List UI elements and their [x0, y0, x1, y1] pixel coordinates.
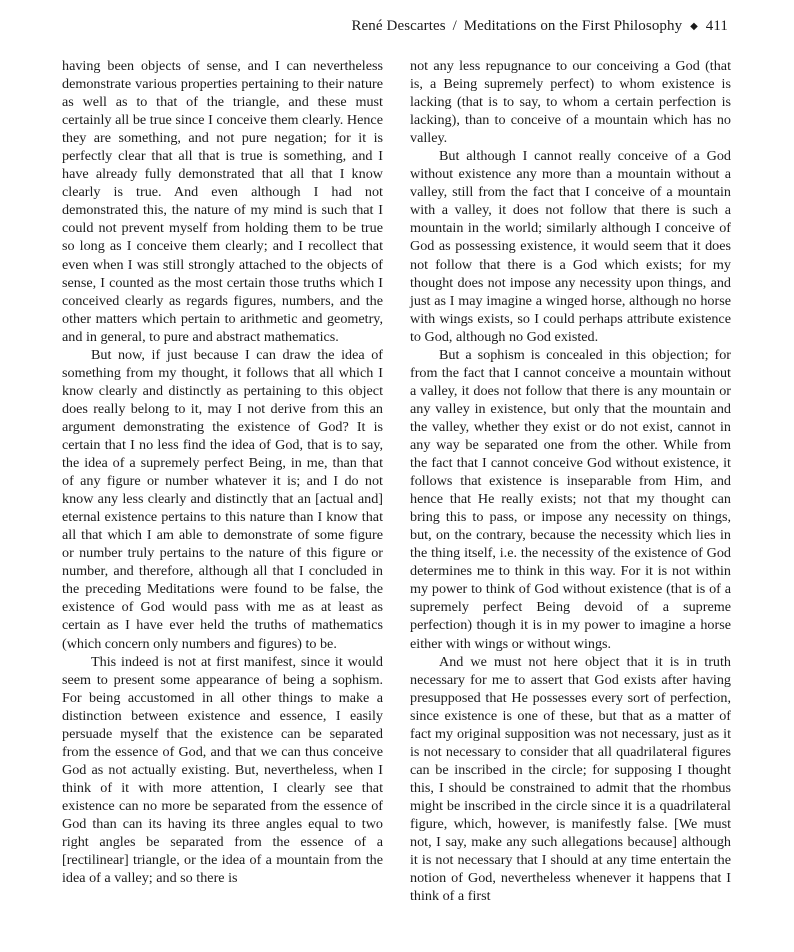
- page-number: 411: [705, 18, 728, 34]
- paragraph: And we must not here object that it is in truth necessary for me to assert that God exists after having presupposed that He possesses every sort of perfection, since existence is one of these, but that as a matter of fact my original supposition was not necessary, just as it is not necessary to consider that all quadrilateral figures can be inscribed in the circle; for supposing I thought this, I should be constrained to admit that the rhombus might be inscribed in the circle since it is a quadrilateral figure, which, however, is manifestly false. [We must not, I say, make any such allegations because] although it is not necessary that I should at any time entertain the notion of God, nevertheless whenever it happens that I think of a first: [410, 653, 731, 905]
- paragraph: But now, if just because I can draw the idea of something from my thought, it follows that all which I know clearly and distinctly as pertaining to this object does really belong to it, may I not derive from this an argument demonstrating the existence of God? It is certain that I no less find the idea of God, that is to say, the idea of a supremely perfect Being, in me, than that of any figure or number whatever it is; and I do not know any less clearly and distinctly that an [actual and] eternal existence pertains to this nature than I know that all that which I am able to demonstrate of some figure or number truly pertains to the nature of this figure or number, and therefore, although all that I concluded in the preceding Meditations were found to be false, the existence of God would pass with me as at least as certain as I have ever held the truths of mathematics (which concern only numbers and figures) to be.: [62, 346, 383, 652]
- header-author: René Descartes: [351, 18, 446, 34]
- diamond-ornament-icon: ◆: [690, 21, 698, 32]
- left-text-column: [62, 57, 383, 887]
- paragraph: But although I cannot really conceive of a God without existence any more than a mountain without a valley, still from the fact that I conceive of a mountain with a valley, it does not follow that there is such a mountain in the world; similarly although I conceive of God as possessing existence, it would seem that it does not follow that there is a God which exists; for my thought does not impose any necessity upon things, and just as I may imagine a winged horse, although no horse with wings exists, so I could perhaps attribute existence to God, although no God existed.: [410, 148, 731, 345]
- paragraph: having been objects of sense, and I can nevertheless demonstrate various properties pertaining to their nature as well as to that of the triangle, and these must certainly all be true since I conceive them clearly. Hence they are something, and not pure negation; for it is perfectly clear that all that is true is something, and I have already fully demonstrated that all that I know clearly is true. And even although I had not demonstrated this, the nature of my mind is such that I could not prevent myself from holding them to be true so long as I conceive them clearly; and I recollect that even when I was still strongly attached to the objects of sense, I counted as the most certain those truths which I conceived clearly as regards figures, numbers, and the other matters which pertain to arithmetic and geometry, and in general, to pure and abstract mathematics.: [62, 58, 383, 345]
- right-text-column: [410, 57, 731, 905]
- header-title: Meditations on the First Philosophy: [463, 18, 683, 34]
- paragraph: But a sophism is concealed in this objection; for from the fact that I cannot conceive a mountain without a valley, it does not follow that there is any mountain or any valley in existence, but only that the mountain and the valley, whether they exist or do not exist, cannot in any way be separated one from the other. While from the fact that I cannot conceive God without existence, it follows that existence is inseparable from Him, and hence that He really exists; not that my thought can bring this to pass, or impose any necessity on things, but, on the contrary, because the necessity which lies in the thing itself, i.e. the necessity of the existence of God determines me to think in this way. For it is not within my power to think of God without existence (that is of a supremely perfect Being devoid of a supreme perfection) though it is in my power to imagine a horse either with wings or without wings.: [410, 346, 731, 652]
- header-separator: /: [452, 18, 457, 34]
- running-header: [351, 18, 728, 35]
- paragraph: not any less repugnance to our conceiving a God (that is, a Being supremely perfect) to whom existence is lacking (that is to say, to whom a certain perfection is lacking), than to conceive of a mountain which has no valley.: [410, 58, 731, 147]
- paragraph: This indeed is not at first manifest, since it would seem to present some appearance of being a sophism. For being accustomed in all other things to make a distinction between existence and essence, I easily persuade myself that the existence can be separated from the essence of God, and that we can thus conceive God as not actually existing. But, nevertheless, when I think of it with more attention, I clearly see that existence can no more be separated from the essence of God than can its having its three angles equal to two right angles be separated from the essence of a [rectilinear] triangle, or the idea of a mountain from the idea of a valley; and so there is: [62, 653, 383, 887]
